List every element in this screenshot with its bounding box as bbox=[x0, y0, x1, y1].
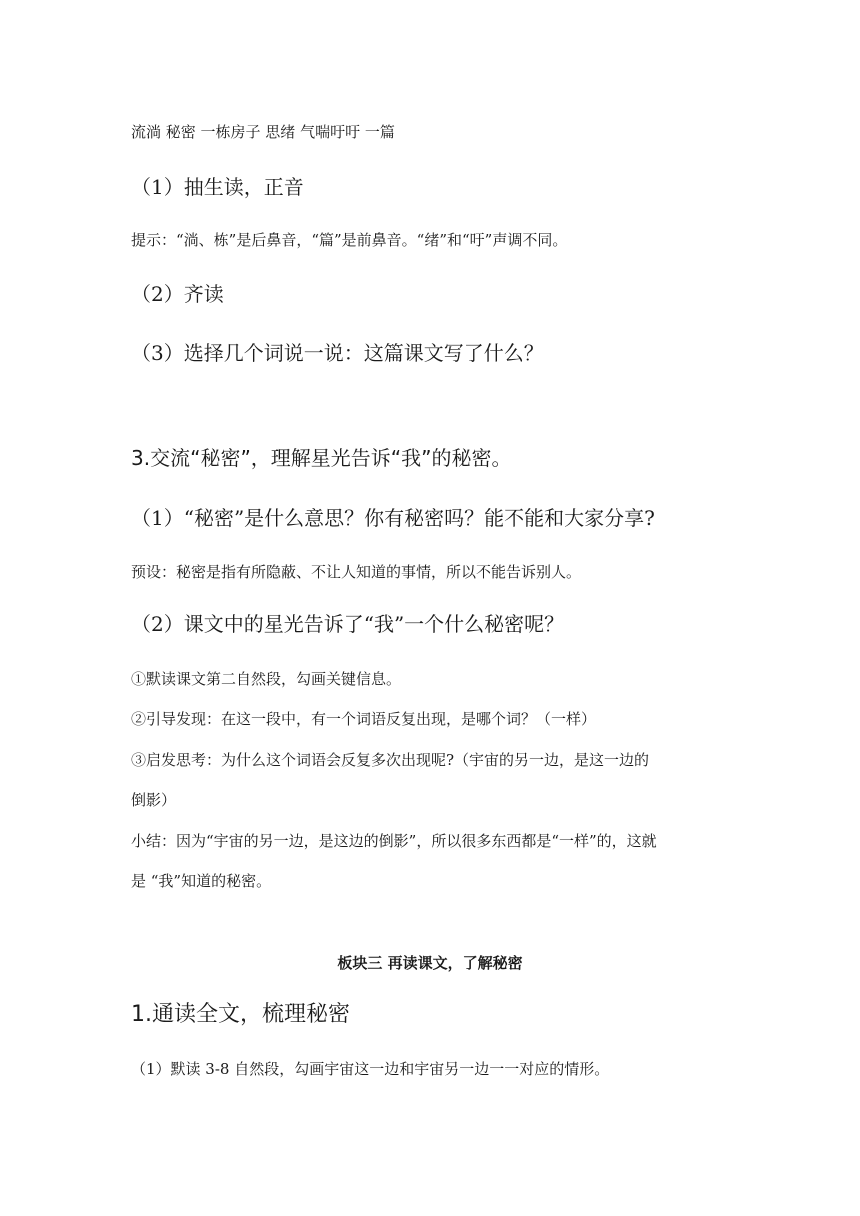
list-item: ③启发思考：为什么这个词语会反复多次出现呢?（宇宙的另一边，是这一边的 bbox=[131, 751, 650, 769]
question-1: （1）“秘密”是什么意思？你有秘密吗？能不能和大家分享? bbox=[131, 506, 655, 530]
list-item: ①默读课文第二自然段，勾画关键信息。 bbox=[131, 670, 402, 688]
vocabulary-list: 流淌 秘密 一栋房子 思绪 气喘吁吁 一篇 bbox=[131, 123, 395, 141]
step-heading-2: （2）齐读 bbox=[131, 282, 224, 306]
section-heading-3: 3.交流“秘密”，理解星光告诉“我”的秘密。 bbox=[131, 446, 512, 470]
section-heading-1: 1.通读全文，梳理秘密 bbox=[131, 1002, 350, 1027]
preset-answer: 预设：秘密是指有所隐蔽、不让人知道的事情，所以不能告诉别人。 bbox=[131, 563, 582, 581]
task-instruction: （1）默读 3-8 自然段，勾画宇宙这一边和宇宙另一边一一对应的情形。 bbox=[131, 1060, 610, 1078]
list-item: ②引导发现：在这一段中，有一个词语反复出现，是哪个词？（一样） bbox=[131, 710, 597, 728]
step-heading-3: （3）选择几个词说一说：这篇课文写了什么？ bbox=[131, 341, 544, 365]
summary-text: 小结：因为“宇宙的另一边，是这边的倒影”，所以很多东西都是“一样”的，这就 bbox=[131, 832, 657, 850]
block-title: 板块三 再读课文，了解秘密 bbox=[337, 954, 523, 972]
list-item-continued: 倒影） bbox=[131, 791, 177, 809]
step-heading-1: （1）抽生读，正音 bbox=[131, 175, 304, 199]
question-2: （2）课文中的星光告诉了“我”一个什么秘密呢？ bbox=[131, 612, 565, 636]
pronunciation-tip: 提示：“淌、栋”是后鼻音，“篇”是前鼻音。“绪”和“吁”声调不同。 bbox=[131, 231, 568, 249]
summary-text-continued: 是 “我”知道的秘密。 bbox=[131, 872, 272, 890]
